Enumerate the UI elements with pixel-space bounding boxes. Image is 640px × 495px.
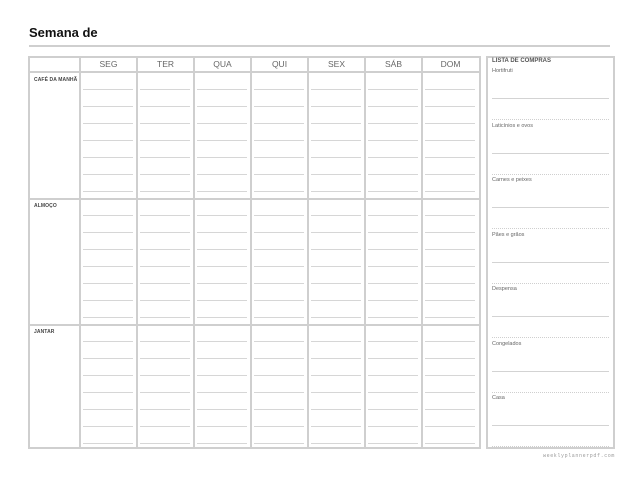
shopping-dotted-line <box>492 283 609 284</box>
writing-line <box>83 232 133 233</box>
writing-line <box>83 409 133 410</box>
writing-line <box>368 317 418 318</box>
writing-line <box>425 106 475 107</box>
meal-planner-grid <box>28 56 481 449</box>
writing-line <box>140 123 190 124</box>
writing-line <box>197 266 247 267</box>
writing-line <box>197 215 247 216</box>
writing-line <box>197 358 247 359</box>
column-divider <box>364 58 366 447</box>
shopping-category-4: Despensa <box>492 286 517 292</box>
shopping-category-5: Congelados <box>492 340 522 347</box>
writing-line <box>254 283 304 284</box>
writing-line <box>197 443 247 444</box>
writing-line <box>425 300 475 301</box>
writing-line <box>254 358 304 359</box>
writing-line <box>425 232 475 233</box>
writing-line <box>311 174 361 175</box>
writing-line <box>140 174 190 175</box>
writing-line <box>311 249 361 250</box>
writing-line <box>254 106 304 107</box>
writing-line <box>425 283 475 284</box>
writing-line <box>197 283 247 284</box>
writing-line <box>197 392 247 393</box>
writing-line <box>254 341 304 342</box>
writing-line <box>83 392 133 393</box>
writing-line <box>425 249 475 250</box>
writing-line <box>197 409 247 410</box>
writing-line <box>425 358 475 359</box>
shopping-dotted-line <box>492 446 609 447</box>
writing-line <box>140 358 190 359</box>
writing-line <box>197 232 247 233</box>
writing-line <box>254 443 304 444</box>
shopping-dotted-line <box>492 119 609 120</box>
writing-line <box>425 443 475 444</box>
writing-line <box>83 191 133 192</box>
writing-line <box>368 358 418 359</box>
day-header-3: QUI <box>271 59 288 69</box>
writing-line <box>425 157 475 158</box>
writing-line <box>140 249 190 250</box>
writing-line <box>311 106 361 107</box>
writing-line <box>197 174 247 175</box>
writing-line <box>140 341 190 342</box>
day-header-1: TER <box>157 59 174 69</box>
writing-line <box>368 106 418 107</box>
writing-line <box>197 375 247 376</box>
writing-line <box>368 89 418 90</box>
writing-line <box>254 249 304 250</box>
writing-line <box>140 283 190 284</box>
writing-line <box>254 89 304 90</box>
writing-line <box>197 249 247 250</box>
writing-line <box>197 191 247 192</box>
writing-line <box>254 140 304 141</box>
shopping-line <box>492 316 609 317</box>
meal-label-2: JANTAR <box>34 329 55 335</box>
writing-line <box>83 426 133 427</box>
day-header-0: SEG <box>99 59 118 69</box>
writing-line <box>197 341 247 342</box>
writing-line <box>425 375 475 376</box>
shopping-category-3: Pães e grãos <box>492 231 525 238</box>
title-divider <box>29 45 610 47</box>
writing-line <box>254 123 304 124</box>
writing-line <box>425 317 475 318</box>
writing-line <box>311 300 361 301</box>
writing-line <box>368 300 418 301</box>
shopping-list-title: LISTA DE COMPRAS <box>492 58 552 64</box>
writing-line <box>254 157 304 158</box>
writing-line <box>425 174 475 175</box>
writing-line <box>197 123 247 124</box>
writing-line <box>425 426 475 427</box>
writing-line <box>197 89 247 90</box>
writing-line <box>311 89 361 90</box>
writing-line <box>197 157 247 158</box>
writing-line <box>311 409 361 410</box>
meal-section-divider <box>30 198 479 200</box>
writing-line <box>254 266 304 267</box>
day-header-6: DOM <box>440 59 461 69</box>
writing-line <box>254 409 304 410</box>
writing-line <box>197 426 247 427</box>
writing-line <box>311 443 361 444</box>
writing-line <box>311 358 361 359</box>
writing-line <box>368 443 418 444</box>
shopping-category-6: Casa <box>492 395 505 401</box>
writing-line <box>368 157 418 158</box>
writing-line <box>311 392 361 393</box>
writing-line <box>368 123 418 124</box>
shopping-line <box>492 153 609 154</box>
day-header-5: SÁB <box>384 59 402 69</box>
shopping-category-1: Laticínios e ovos <box>492 122 533 129</box>
column-divider <box>79 58 81 447</box>
writing-line <box>140 409 190 410</box>
writing-line <box>140 300 190 301</box>
writing-line <box>425 89 475 90</box>
writing-line <box>368 283 418 284</box>
writing-line <box>368 266 418 267</box>
writing-line <box>140 215 190 216</box>
writing-line <box>368 215 418 216</box>
meal-section-divider <box>30 324 479 326</box>
writing-line <box>140 392 190 393</box>
column-divider <box>421 58 423 447</box>
page-title: Semana de <box>29 25 98 40</box>
shopping-dotted-line <box>492 337 609 338</box>
writing-line <box>140 232 190 233</box>
writing-line <box>140 266 190 267</box>
writing-line <box>368 174 418 175</box>
writing-line <box>140 191 190 192</box>
writing-line <box>311 191 361 192</box>
writing-line <box>140 443 190 444</box>
writing-line <box>368 140 418 141</box>
day-header-4: SEX <box>327 59 345 69</box>
writing-line <box>254 191 304 192</box>
writing-line <box>368 249 418 250</box>
writing-line <box>311 157 361 158</box>
writing-line <box>254 300 304 301</box>
writing-line <box>311 341 361 342</box>
writing-line <box>83 157 133 158</box>
writing-line <box>83 89 133 90</box>
writing-line <box>425 266 475 267</box>
meal-label-0: CAFÉ DA MANHÃ <box>34 77 78 83</box>
writing-line <box>368 375 418 376</box>
writing-line <box>368 409 418 410</box>
writing-line <box>83 341 133 342</box>
writing-line <box>254 375 304 376</box>
writing-line <box>140 106 190 107</box>
writing-line <box>254 426 304 427</box>
writing-line <box>254 392 304 393</box>
writing-line <box>425 409 475 410</box>
writing-line <box>83 215 133 216</box>
shopping-dotted-line <box>492 174 609 175</box>
writing-line <box>83 375 133 376</box>
writing-line <box>197 140 247 141</box>
writing-line <box>311 266 361 267</box>
writing-line <box>83 283 133 284</box>
writing-line <box>311 283 361 284</box>
writing-line <box>311 232 361 233</box>
writing-line <box>140 89 190 90</box>
writing-line <box>425 140 475 141</box>
writing-line <box>140 426 190 427</box>
shopping-dotted-line <box>492 228 609 229</box>
shopping-line <box>492 371 609 372</box>
writing-line <box>254 215 304 216</box>
writing-line <box>425 392 475 393</box>
writing-line <box>83 174 133 175</box>
shopping-line <box>492 98 609 99</box>
column-divider <box>136 58 138 447</box>
shopping-line <box>492 425 609 426</box>
column-divider <box>307 58 309 447</box>
writing-line <box>83 443 133 444</box>
writing-line <box>425 123 475 124</box>
writing-line <box>83 266 133 267</box>
writing-line <box>368 191 418 192</box>
writing-line <box>83 140 133 141</box>
shopping-category-2: Carnes e peixes <box>492 177 532 183</box>
writing-line <box>83 106 133 107</box>
writing-line <box>197 300 247 301</box>
writing-line <box>425 341 475 342</box>
writing-line <box>311 426 361 427</box>
writing-line <box>197 106 247 107</box>
writing-line <box>83 317 133 318</box>
writing-line <box>83 300 133 301</box>
writing-line <box>368 232 418 233</box>
shopping-category-0: Hortifruti <box>492 68 513 74</box>
shopping-list <box>486 56 615 449</box>
meal-label-1: ALMOÇO <box>34 203 57 209</box>
writing-line <box>254 232 304 233</box>
shopping-dotted-line <box>492 392 609 393</box>
writing-line <box>83 249 133 250</box>
writing-line <box>140 157 190 158</box>
writing-line <box>425 191 475 192</box>
column-divider <box>193 58 195 447</box>
shopping-line <box>492 207 609 208</box>
writing-line <box>425 215 475 216</box>
footer-credit: weeklyplannerpdf.com <box>543 453 616 459</box>
writing-line <box>311 123 361 124</box>
writing-line <box>83 123 133 124</box>
day-header-2: QUA <box>213 59 232 69</box>
writing-line <box>311 317 361 318</box>
writing-line <box>254 317 304 318</box>
column-divider <box>250 58 252 447</box>
writing-line <box>140 140 190 141</box>
writing-line <box>140 317 190 318</box>
writing-line <box>254 174 304 175</box>
writing-line <box>83 358 133 359</box>
writing-line <box>368 341 418 342</box>
writing-line <box>311 215 361 216</box>
writing-line <box>311 140 361 141</box>
shopping-line <box>492 262 609 263</box>
writing-line <box>140 375 190 376</box>
writing-line <box>368 426 418 427</box>
writing-line <box>311 375 361 376</box>
writing-line <box>197 317 247 318</box>
writing-line <box>368 392 418 393</box>
